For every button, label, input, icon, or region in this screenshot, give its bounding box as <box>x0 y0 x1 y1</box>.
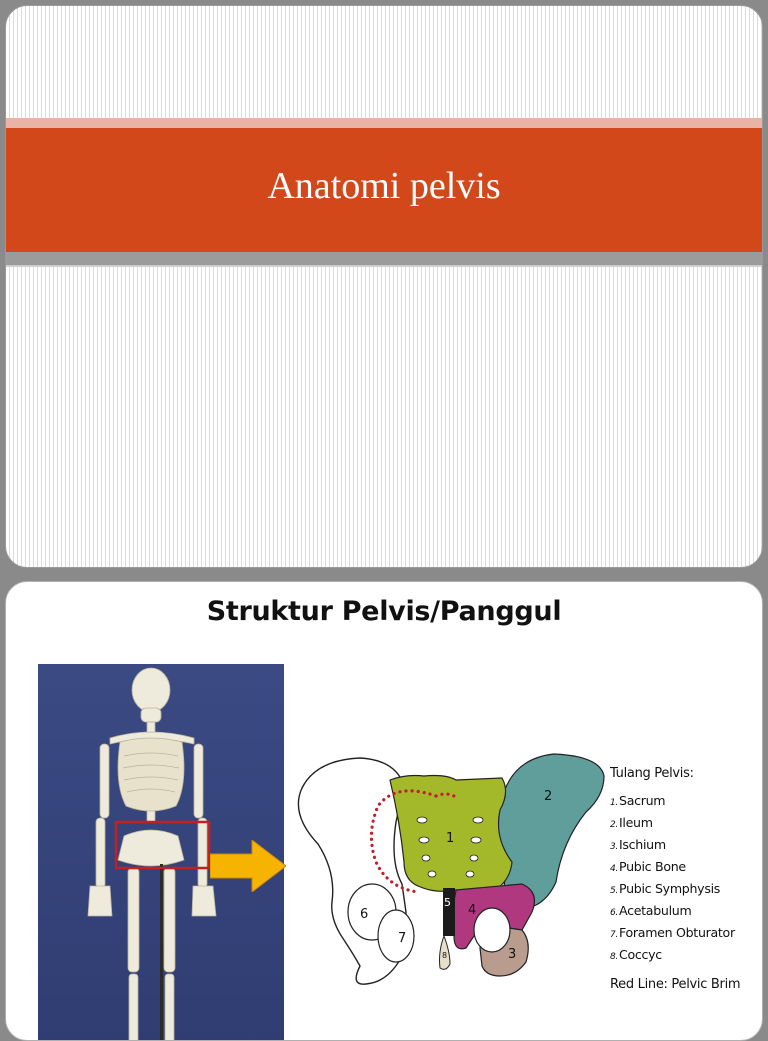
legend-label: Ischium <box>619 837 666 852</box>
legend-item <box>610 857 760 879</box>
legend-number: 8. <box>610 952 618 962</box>
legend-item <box>610 901 760 923</box>
diagram-label-3: 3 <box>508 947 517 962</box>
legend-number: 1. <box>610 798 618 808</box>
legend-label: Ileum <box>619 815 653 830</box>
title-band <box>6 128 762 252</box>
legend-item <box>610 945 760 967</box>
legend-item <box>610 879 760 901</box>
diagram-label-1: 1 <box>446 831 455 846</box>
legend-item <box>610 835 760 857</box>
legend-number: 2. <box>610 820 618 830</box>
shadow-stripe <box>6 252 762 265</box>
legend-number: 3. <box>610 842 618 852</box>
legend-number: 5. <box>610 886 618 896</box>
diagram-label-8: 8 <box>442 951 448 960</box>
legend-number: 4. <box>610 864 618 874</box>
slide-title: Anatomi pelvis <box>267 164 501 207</box>
diagram-label-2: 2 <box>544 789 553 804</box>
divider <box>6 265 762 267</box>
arrow-right-icon <box>210 840 286 892</box>
legend-heading: Tulang Pelvis: <box>610 766 694 781</box>
legend-item <box>610 791 760 813</box>
legend-footer: Red Line: Pelvic Brim <box>610 977 741 992</box>
diagram-label-5: 5 <box>444 896 451 909</box>
legend-number: 7. <box>610 930 618 940</box>
slide-title: Struktur Pelvis/Panggul <box>206 596 562 627</box>
accent-stripe <box>6 118 762 128</box>
legend-label: Sacrum <box>619 793 666 808</box>
legend-label: Pubic Bone <box>619 859 686 874</box>
diagram-label-7: 7 <box>398 931 407 946</box>
legend-item <box>610 923 760 945</box>
legend-label: Pubic Symphysis <box>619 881 721 896</box>
legend <box>610 766 760 992</box>
legend-label: Foramen Obturator <box>619 925 735 940</box>
legend-label: Coccyc <box>619 947 662 962</box>
legend-item <box>610 813 760 835</box>
pelvis-diagram <box>286 752 606 988</box>
slide-1 <box>5 5 763 568</box>
diagram-label-4: 4 <box>468 903 477 918</box>
diagram-label-6: 6 <box>360 907 369 922</box>
legend-label: Acetabulum <box>619 903 692 918</box>
legend-list <box>610 791 760 967</box>
legend-number: 6. <box>610 908 618 918</box>
slide-2 <box>5 581 763 1041</box>
